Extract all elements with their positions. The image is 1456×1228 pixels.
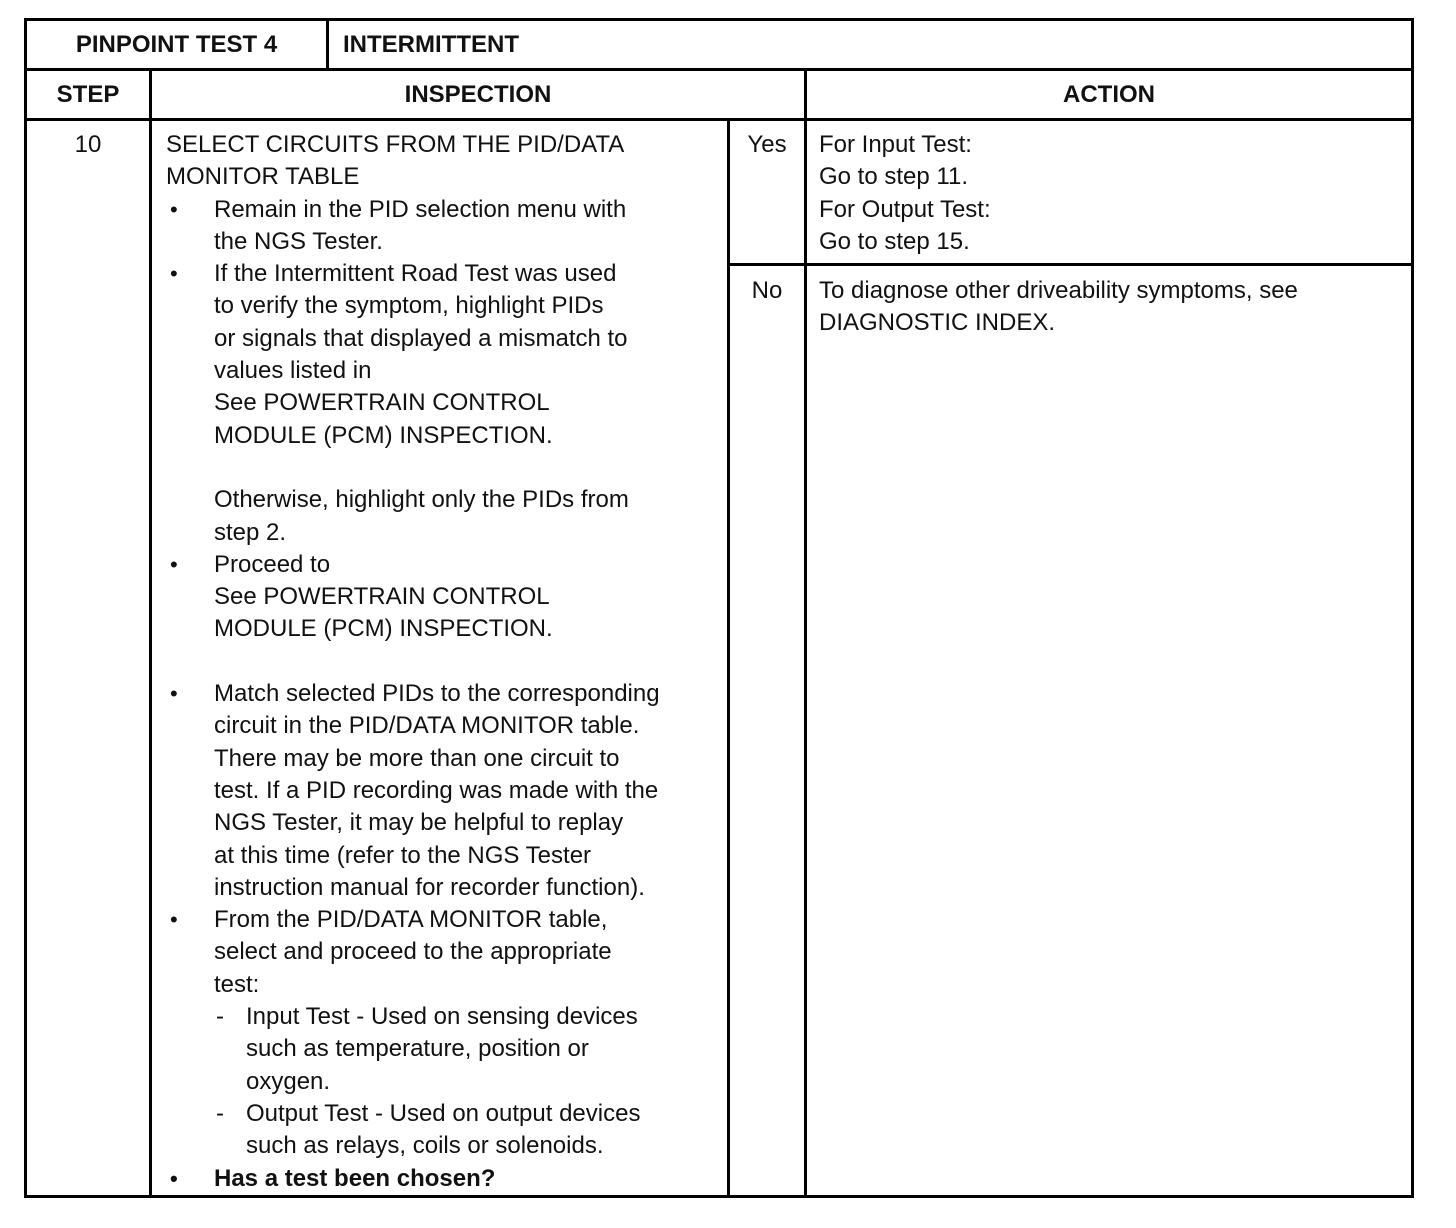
- bullet-text-line: test. If a PID recording was made with the: [214, 776, 659, 804]
- go-to-step-15-link[interactable]: Go to step 15.: [819, 227, 970, 255]
- pinpoint-test-table: [24, 18, 1414, 1198]
- bullet-icon: •: [170, 907, 178, 933]
- pcm-inspection-reference[interactable]: MODULE (PCM) INSPECTION.: [214, 421, 553, 449]
- action-header: ACTION: [1063, 81, 1155, 108]
- step-row: [27, 121, 1411, 1195]
- step-number: 10: [27, 121, 152, 1195]
- yes-action: [819, 129, 991, 258]
- bullet-icon: •: [170, 551, 178, 577]
- bullet-icon: •: [170, 261, 178, 287]
- bullet-icon: •: [170, 681, 178, 707]
- bullet-text-line: select and proceed to the appropriate: [214, 938, 612, 966]
- dash-text-line: oxygen.: [246, 1067, 331, 1095]
- bullet-item: • Proceed to: [166, 549, 727, 581]
- inspection-header: INSPECTION: [152, 71, 807, 118]
- bullet-icon: •: [170, 196, 178, 222]
- dash-item: - Input Test - Used on sensing devices: [166, 1001, 727, 1033]
- go-to-step-11-link[interactable]: Go to step 11.: [819, 163, 968, 191]
- pcm-inspection-reference[interactable]: See POWERTRAIN CONTROL: [214, 389, 550, 417]
- yes-action-line: For Output Test:: [819, 195, 991, 223]
- test-name: INTERMITTENT: [343, 31, 519, 58]
- bullet-icon: •: [170, 1165, 178, 1191]
- bullet-text-line: at this time (refer to the NGS Tester: [214, 841, 592, 869]
- bullet-text-line: instruction manual for recorder function).: [214, 873, 645, 901]
- dash-item: - Output Test - Used on output devices: [166, 1098, 727, 1130]
- step-header: STEP: [27, 71, 152, 118]
- inspection-heading-line: SELECT CIRCUITS FROM THE PID/DATA: [166, 131, 625, 158]
- pcm-inspection-reference[interactable]: MODULE (PCM) INSPECTION.: [214, 615, 553, 643]
- bullet-text-line: test:: [214, 970, 260, 998]
- dash-icon: -: [216, 1003, 224, 1031]
- answer-column: [730, 121, 807, 1195]
- bullet-text-line: circuit in the PID/DATA MONITOR table.: [214, 712, 640, 740]
- diagnostic-index-link[interactable]: DIAGNOSTIC INDEX.: [819, 309, 1056, 337]
- yes-label: Yes: [747, 131, 787, 158]
- no-action: [819, 275, 1399, 340]
- no-action-line: To diagnose other driveability symptoms, see: [819, 277, 1298, 304]
- bullet-text-line: step 2.: [214, 518, 287, 546]
- no-label: No: [751, 277, 783, 304]
- inspection-cell: [152, 121, 730, 1195]
- bullet-text-line: NGS Tester, it may be helpful to replay: [214, 809, 624, 837]
- dash-icon: -: [216, 1099, 224, 1127]
- bullet-text-line: the NGS Tester.: [214, 227, 383, 255]
- yes-action-line: For Input Test:: [819, 131, 972, 158]
- bullet-text-line: Otherwise, highlight only the PIDs from: [214, 486, 629, 514]
- bullet-text-line: There may be more than one circuit to: [214, 744, 620, 772]
- dash-text-line: such as temperature, position or: [246, 1035, 589, 1063]
- question-item: • Has a test been chosen?: [166, 1163, 727, 1195]
- test-number: PINPOINT TEST 4: [27, 21, 329, 68]
- bullet-text-line: to verify the symptom, highlight PIDs: [214, 292, 604, 320]
- pcm-inspection-reference[interactable]: See POWERTRAIN CONTROL: [214, 583, 550, 611]
- bullet-text-line: or signals that displayed a mismatch to: [214, 324, 628, 352]
- action-cell: [807, 121, 1411, 1195]
- bullet-item: • If the Intermittent Road Test was used: [166, 258, 727, 290]
- header-row: [27, 71, 1411, 121]
- bullet-item: • Remain in the PID selection menu with: [166, 194, 727, 226]
- inspection-heading-line: MONITOR TABLE: [166, 163, 360, 191]
- bullet-item: • From the PID/DATA MONITOR table,: [166, 904, 727, 936]
- title-row: [27, 21, 1411, 71]
- dash-text-line: such as relays, coils or solenoids.: [246, 1132, 604, 1160]
- bullet-item: • Match selected PIDs to the corresponding: [166, 678, 727, 710]
- bullet-text-line: values listed in: [214, 357, 372, 385]
